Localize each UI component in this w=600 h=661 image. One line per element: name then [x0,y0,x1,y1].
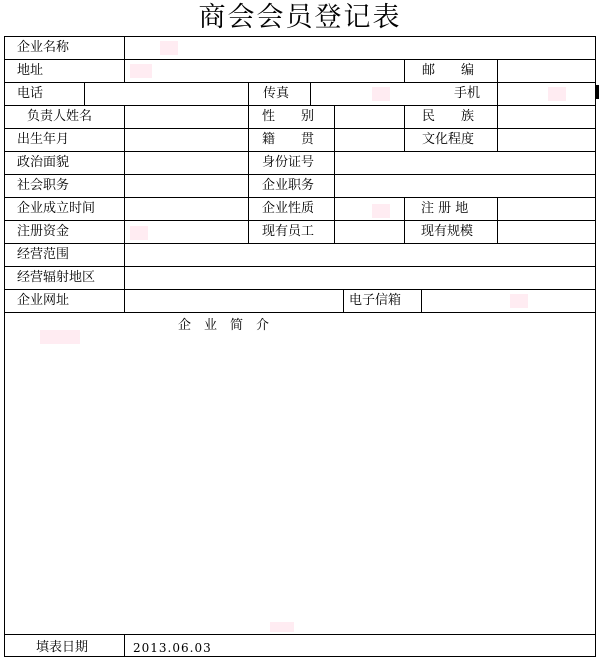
founded-time-label: 企业成立时间 [17,201,96,216]
page-edge-marker [595,85,599,99]
current-scale-label: 现有规模 [421,224,474,239]
company-type-label: 企业性质 [262,201,315,216]
id-number-label: 身份证号 [262,155,315,170]
business-scope-field[interactable] [125,244,595,266]
address-field[interactable] [125,60,404,82]
email-field[interactable] [422,290,595,312]
person-in-charge-field[interactable] [125,106,248,128]
company-name-field[interactable] [125,37,595,59]
gender-label: 性 别 [262,109,315,124]
native-place-field[interactable] [335,129,404,151]
social-position-field[interactable] [125,175,248,197]
website-label: 企业网址 [17,293,70,308]
ethnicity-label: 民 族 [422,109,475,124]
business-scope-label: 经营范围 [17,247,70,262]
business-area-label: 经营辐射地区 [17,270,96,285]
registered-place-label: 注 册 地 [421,201,469,216]
current-scale-field[interactable] [498,221,595,243]
phone-field[interactable] [85,83,248,105]
phone-label: 电话 [17,86,44,101]
website-field[interactable] [125,290,343,312]
gender-field[interactable] [335,106,404,128]
political-status-label: 政治面貌 [17,155,70,170]
education-field[interactable] [498,129,595,151]
birth-date-label: 出生年月 [17,132,70,147]
education-label: 文化程度 [422,132,475,147]
postcode-field[interactable] [498,60,595,82]
company-position-field[interactable] [335,175,595,197]
address-label: 地址 [17,63,44,78]
mobile-field[interactable] [498,83,595,105]
company-type-field[interactable] [335,198,404,220]
form-title: 商会会员登记表 [198,2,402,33]
registered-place-field[interactable] [498,198,595,220]
mobile-label: 手机 [454,86,481,101]
founded-time-field[interactable] [125,198,248,220]
business-area-field[interactable] [125,267,595,289]
company-profile-field[interactable] [5,336,595,634]
company-profile-heading: 企 业 简 介 [178,318,270,333]
native-place-label: 籍 贯 [262,132,315,147]
social-position-label: 社会职务 [17,178,70,193]
company-position-label: 企业职务 [262,178,315,193]
political-status-field[interactable] [125,152,248,174]
fax-field[interactable] [311,83,441,105]
person-in-charge-label: 负责人姓名 [27,109,93,124]
id-number-field[interactable] [335,152,595,174]
registered-capital-field[interactable] [125,221,248,243]
birth-date-field[interactable] [125,129,248,151]
fill-date-value[interactable]: 2013.06.03 [133,641,212,655]
current-staff-label: 现有员工 [262,224,315,239]
registered-capital-label: 注册资金 [17,224,70,239]
email-label: 电子信箱 [349,293,402,308]
fax-label: 传真 [263,86,290,101]
postcode-label: 邮 编 [422,63,475,78]
fill-date-label: 填表日期 [36,640,89,655]
company-name-label: 企业名称 [17,40,70,55]
ethnicity-field[interactable] [498,106,595,128]
current-staff-field[interactable] [335,221,404,243]
